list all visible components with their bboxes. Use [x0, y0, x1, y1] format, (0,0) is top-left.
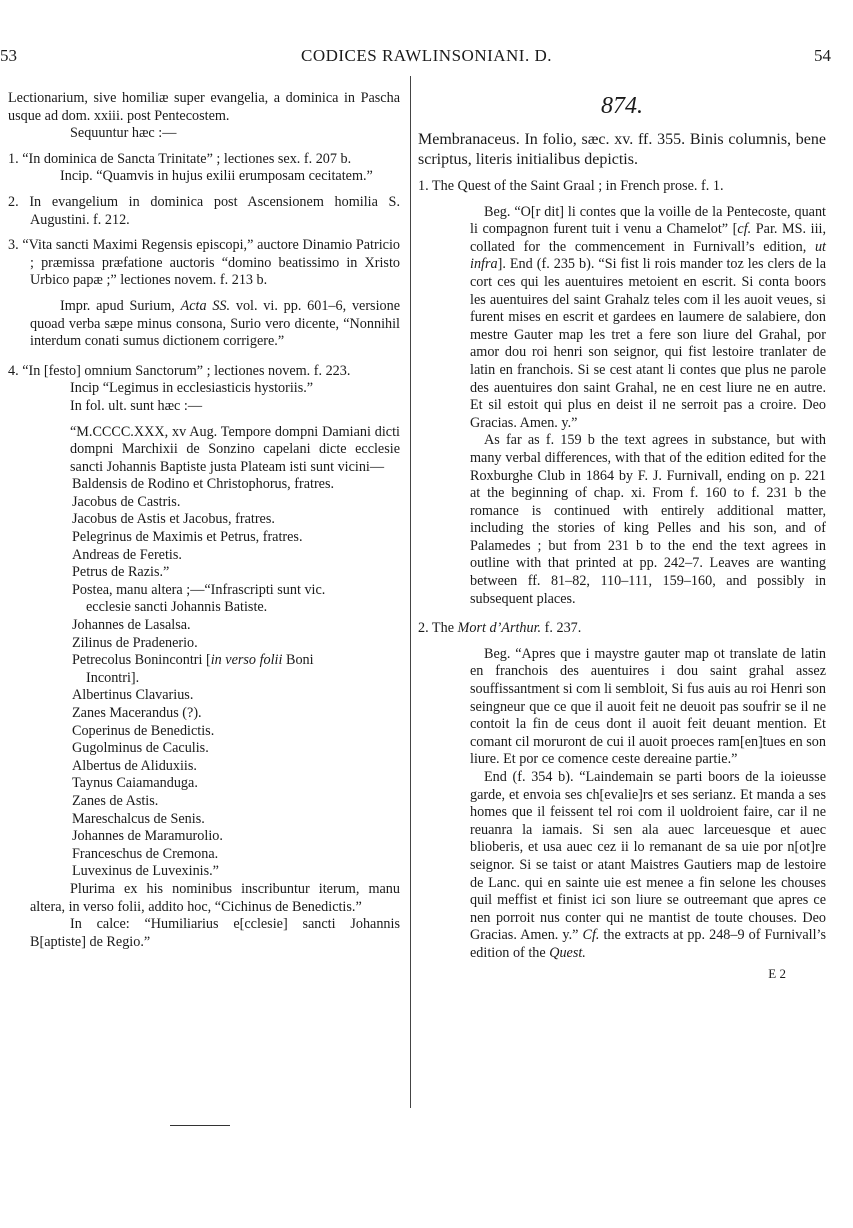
names-list-2 — [8, 617, 400, 652]
entry-4-text: “M.CCCC.XXX, xv Aug. Tempore dompni Damiani dicti dompni Marchixii de Sonzino capelani dicte ecclesie sancti Johannis Baptiste justa Plateam isti sunt vicini— — [70, 423, 400, 475]
right-entry-1-note: As far as f. 159 b the text agrees in substance, but with many verbal differences, with that of the edition edited for the Roxburghe Club in 1864 by F. J. Furnivall, ending on p. 221 at the beginning of chap. xi. From f. 160 to f. 231 b the romance is continued with entirely additional matter, including the stories of king Pelles and his son, and of Palamedes ; but from 231 b to the end the text agrees in outline with that printed at pp. 242–7. Leaves are wanting between ff. 81–82, 110–111, 159–160, and possibly in subsequent places. — [470, 432, 826, 607]
list-item: Pelegrinus de Maximis et Petrus, fratres. — [72, 529, 303, 546]
page-number-right: 54 — [814, 46, 831, 65]
entry-4-incipit: Incip “Legimus in ecclesiasticis hystoriis.” — [70, 380, 314, 397]
running-title: CODICES RAWLINSONIANI. D. — [300, 46, 552, 65]
page-header — [0, 46, 853, 76]
postea-line: Postea, manu altera ;—“Infrascripti sunt vic. — [72, 581, 326, 598]
ms-description: Membranaceus. In folio, sæc. xv. ff. 355. Binis columnis, bene scriptus, literis initialibus depictis. — [418, 131, 826, 168]
list-item: Johannes de Lasalsa. — [72, 617, 191, 634]
list-item: Baldensis de Rodino et Christophorus, fratres. — [72, 476, 335, 493]
entry-3: 3. “Vita sancti Maximi Regensis episcopi,” auctore Dinamio Patricio ; præmissa præfatione auctoris “domino beatissimo in Xristo Urbico papæ ;” lectiones novem. f. 213 b. — [8, 237, 400, 289]
right-column — [418, 90, 826, 982]
petrecolus-line: Petrecolus Bonincontri [in verso folii Boni — [72, 652, 314, 669]
list-item: Jacobus de Castris. — [72, 493, 181, 510]
petrecolus-line-2: Incontri]. — [86, 669, 140, 686]
list-item: Gugolminus de Caculis. — [72, 740, 209, 757]
list-item: Luvexinus de Luvexinis.” — [72, 863, 219, 880]
entry-4-fol: In fol. ult. sunt hæc :— — [70, 397, 203, 414]
list-item: Zanes Macerandus (?). — [72, 705, 202, 721]
list-item: Albertus de Aliduxiis. — [72, 757, 197, 774]
lectionarium-intro: Lectionarium, sive homiliæ super evangelia, a dominica in Pascha usque ad dom. xxiii. post Pentecostem. — [8, 90, 400, 124]
footer-rule — [170, 1125, 230, 1126]
sequuntur-line: Sequuntur hæc :— — [70, 125, 177, 142]
list-item: Mareschalcus de Senis. — [72, 810, 205, 827]
page-number-left: 53 — [0, 46, 17, 65]
list-item: Zanes de Astis. — [72, 792, 159, 809]
ms-number: 874. — [601, 93, 643, 119]
names-list-1 — [8, 476, 400, 582]
right-entry-2-beg: Beg. “Apres que i maystre gauter map ot translate de latin en franchois des auentuires i dou saint grahal assez souffissantment si com li sembloit, Si fus auis au roi Henri son seingneur que ce que il auoit feit ne deuoit pas soufrir se il ne contoit la fin de ceus dont il auoit feit deuant mention. Et comant cil moruront de cui il auoit proeces ram[en]tues en son liure. Et por ce comence ceste dereaine partie.” — [470, 645, 826, 768]
names-list-3 — [8, 687, 400, 881]
calce-paragraph: In calce: “Humiliarius e[cclesie] sancti Johannis B[aptiste] de Regio.” — [30, 916, 400, 950]
entry-4: 4. “In [festo] omnium Sanctorum” ; lectiones novem. f. 223. — [8, 362, 351, 379]
list-item: Albertinus Clavarius. — [72, 687, 194, 704]
list-item: Petrus de Razis.” — [72, 564, 170, 581]
right-entry-2-end: End (f. 354 b). “Laindemain se parti boors de la ioieusse garde, et envoia ses ch[evalie]rs et ses serianz. Et manda a ses homes que il feissent tel roi com il uoldroient faire, car il ne reuanra la iamais. Si sen ala auec larceuesque et auec blioberis, et usa auec cez ii lo remanant de sa uie por n[ot]re seignor. Si se taist or atant Maistres Gautiers map de lestoire de Lanc. qui en sainte uie est menee a fin selone les chouses quil meffist et finist ici son liure se outreemant que apres ce nen porroit nus conter qui ne mantist de toute chouses. Deo Gracias. Amen. y.” Cf. the extracts at pp. 248–9 of Furnivall’s edition of the Quest. — [470, 769, 826, 961]
list-item: Andreas de Feretis. — [72, 546, 182, 563]
list-item: Taynus Caiamanduga. — [72, 775, 198, 792]
right-entry-1-beg: Beg. “O[r dit] li contes que la voille de la Pentecoste, quant li compagnon furent tuit i venu a Chamelot” [cf. Par. MS. iii, collated for the commencement in Furnivall’s edition, ut infra]. End (f. 235 b). “Si fist li rois mander toz les clers de la cort ces qui les auentuires metoient en escrit. Si conta boors les auentuires del saint Grahalz teles com il les auoit veues, si furent mises en escrit et gardees en laumere de salabiere, don mestre Gauter map les tret a fere son liure del Grahal, por amor dou roi henri son seignor, qui fist lestoire tranlater de latin en franchois. Si se cest atant li contes que plus ne parole des auentuires don saint Grahal, ne en cest liure ne en autre. Et sil estoit qui plus en deist il ne serroit pas a croire. Deo Gracias. Amen. y.” — [470, 203, 826, 431]
list-item: Jacobus de Astis et Jacobus, fratres. — [72, 511, 275, 528]
list-item: Zilinus de Pradenerio. — [72, 634, 198, 651]
list-item: Johannes de Maramurolio. — [72, 828, 223, 845]
left-column — [8, 90, 400, 951]
signature-mark: E 2 — [768, 965, 786, 981]
postea-line-2: ecclesie sancti Johannis Batiste. — [86, 599, 268, 616]
plurima-paragraph: Plurima ex his nominibus inscribuntur iterum, manu altera, in verso folii, addito hoc, “Cichinus de Benedictis.” — [30, 880, 400, 915]
list-item: Coperinus de Benedictis. — [72, 722, 215, 739]
right-entry-2: 2. The Mort d’Arthur. f. 237. — [418, 620, 582, 637]
entry-3-impr: Impr. apud Surium, Acta SS. vol. vi. pp. 601–6, versione quoad verba sæpe minus consona, Surio vero dicente, “Nonnihil interdum conati sumus dictionem corrigere.” — [30, 297, 401, 350]
right-entry-1: 1. The Quest of the Saint Graal ; in French prose. f. 1. — [418, 178, 724, 194]
entry-1-incipit: Incip. “Quamvis in hujus exilii erumposam cecitatem.” — [60, 168, 373, 185]
entry-1: 1. “In dominica de Sancta Trinitate” ; lectiones sex. f. 207 b. — [8, 150, 352, 167]
column-divider — [410, 76, 411, 1108]
entry-2: 2. In evangelium in dominica post Ascensionem homilia S. Augustini. f. 212. — [8, 193, 400, 228]
list-item: Franceschus de Cremona. — [72, 845, 219, 862]
